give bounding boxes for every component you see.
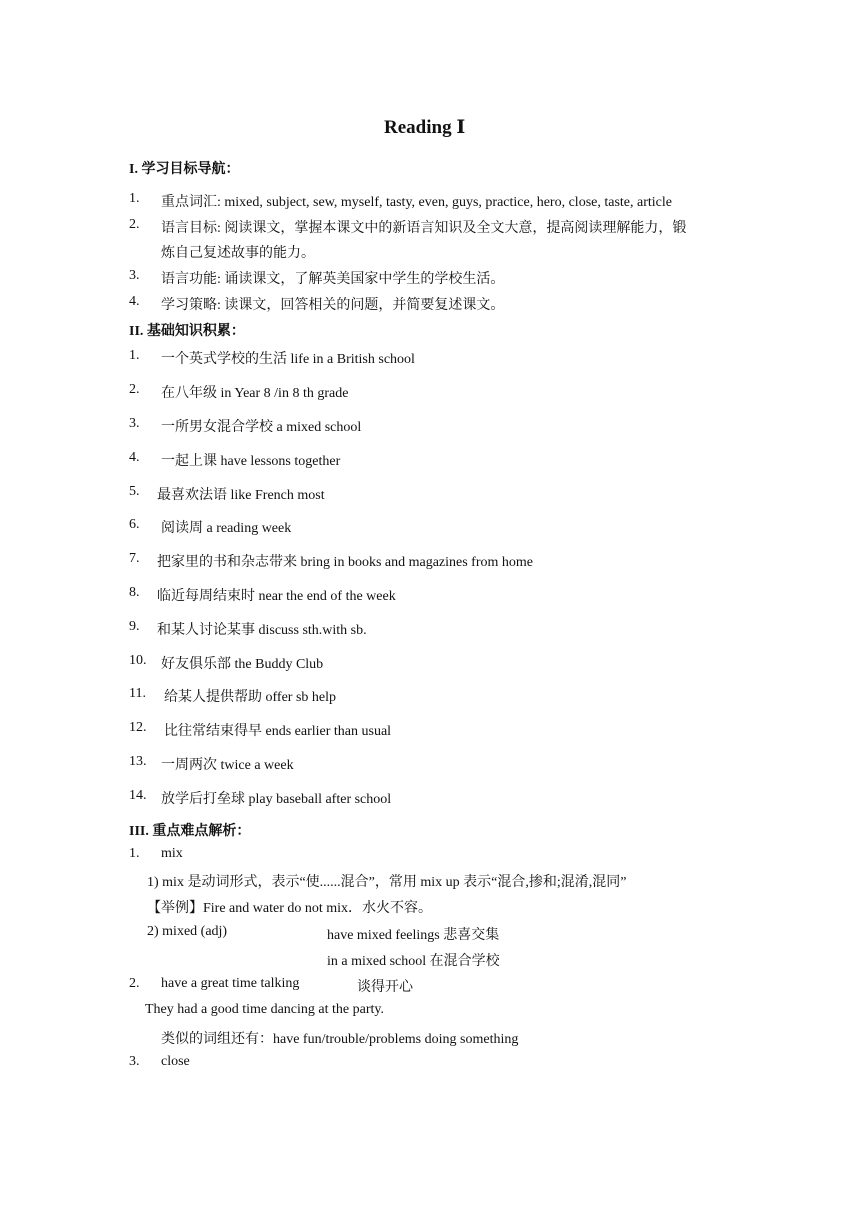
key-word: close <box>161 1054 190 1069</box>
list-item-text: 学习策略: 读课文，回答相关的问题，并简要复述课文。 <box>161 298 505 313</box>
item-number: 8. <box>129 585 140 600</box>
list-item <box>129 268 140 284</box>
list-item-text: 语言功能: 诵读课文，了解英美国家中学生的学校生活。 <box>161 272 505 287</box>
section-heading-basics: II. 基础知识积累： <box>129 324 245 339</box>
list-item-text: 比往常结束得早 ends earlier than usual <box>164 724 392 739</box>
phrase-meaning: 谈得开心 <box>357 980 413 995</box>
sub-point-label: 2) mixed (adj) <box>147 924 228 939</box>
list-item-text: 阅读周 a reading week <box>161 521 292 536</box>
item-number: 9. <box>129 619 140 634</box>
sub-point: 1) mix 是动词形式，表示“使......混合”，常用 mix up 表示“混合,掺和;混淆,混同” <box>147 875 627 890</box>
item-number: 14. <box>129 788 147 803</box>
item-number: 12. <box>129 720 147 735</box>
page-title: Reading Ⅰ <box>384 117 466 138</box>
item-number: 1. <box>129 348 140 363</box>
list-item-text: 重点词汇: mixed, subject, sew, myself, tasty, even, guys, practice, hero, close, taste, article <box>161 195 672 210</box>
item-number: 3. <box>129 268 140 283</box>
item-number: 3. <box>129 1054 140 1069</box>
item-number: 2. <box>129 217 140 232</box>
list-item-text: 临近每周结束时 near the end of the week <box>157 589 396 604</box>
item-number: 1. <box>129 846 140 861</box>
item-number: 1. <box>129 191 140 206</box>
section-heading-analysis: III. 重点难点解析： <box>129 824 251 839</box>
phrase-example: have mixed feelings 悲喜交集 <box>327 928 500 943</box>
item-number: 4. <box>129 294 140 309</box>
list-item-text: 最喜欢法语 like French most <box>157 488 325 503</box>
list-item-text: 一起上课 have lessons together <box>161 454 341 469</box>
key-word: mix <box>161 846 183 861</box>
list-item-text: 一个英式学校的生活 life in a British school <box>161 352 415 367</box>
list-item-text: 好友俱乐部 the Buddy Club <box>161 657 324 672</box>
example-sentence: 【举例】Fire and water do not mix．水火不容。 <box>147 901 433 916</box>
item-number: 10. <box>129 653 147 668</box>
list-item <box>129 294 140 310</box>
section-heading-goals: I. 学习目标导航： <box>129 162 240 177</box>
item-number: 4. <box>129 450 140 465</box>
item-number: 6. <box>129 517 140 532</box>
list-item-text: 放学后打垒球 play baseball after school <box>161 792 392 807</box>
list-item <box>129 191 140 207</box>
list-item-text-continued: 炼自己复述故事的能力。 <box>161 246 315 261</box>
list-item-text: 在八年级 in Year 8 /in 8 th grade <box>161 386 349 401</box>
item-number: 11. <box>129 686 146 701</box>
list-item-text: 把家里的书和杂志带来 bring in books and magazines from home <box>157 555 534 570</box>
list-item-text: 语言目标: 阅读课文，掌握本课文中的新语言知识及全文大意，提高阅读理解能力，锻 <box>161 221 687 236</box>
item-number: 2. <box>129 976 140 991</box>
example-sentence: They had a good time dancing at the party. <box>145 1002 384 1017</box>
key-phrase: have a great time talking <box>161 976 300 991</box>
list-item <box>129 217 140 233</box>
phrase-example: in a mixed school 在混合学校 <box>327 954 500 969</box>
item-number: 3. <box>129 416 140 431</box>
list-item-text: 和某人讨论某事 discuss sth.with sb. <box>157 623 367 638</box>
list-item-text: 给某人提供帮助 offer sb help <box>164 690 336 705</box>
item-number: 2. <box>129 382 140 397</box>
item-number: 5. <box>129 484 140 499</box>
item-number: 7. <box>129 551 140 566</box>
similar-phrases: 类似的词组还有：have fun/trouble/problems doing something <box>161 1032 519 1047</box>
list-item-text: 一所男女混合学校 a mixed school <box>161 420 362 435</box>
item-number: 13. <box>129 754 147 769</box>
list-item-text: 一周两次 twice a week <box>161 758 294 773</box>
